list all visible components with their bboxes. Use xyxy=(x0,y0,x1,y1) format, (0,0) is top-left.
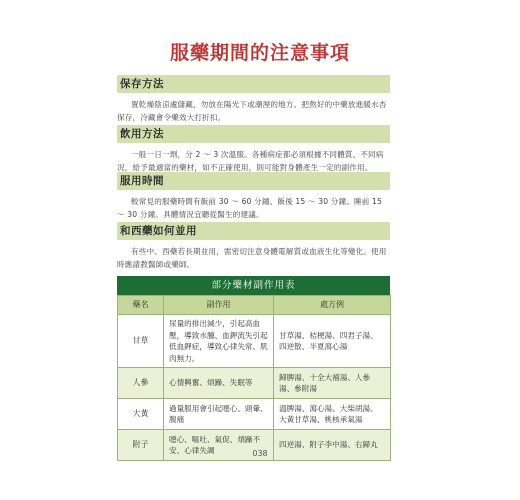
side-effect-cell: 噁心、嘔吐、氣促、煩躁不安、心律失調 xyxy=(164,430,274,461)
side-effect-cell: 過量服用會引起噁心、頭暈、腹痛 xyxy=(164,399,274,430)
section-heading: 保存方法 xyxy=(120,78,164,90)
page-number: 038 xyxy=(252,449,268,458)
section-body: 一般一日一劑，分 2 ～ 3 次溫服。各種病症都必須根據不同體質、不同病況，給予最適當的藥材，如不正確使用，則可能對身體產生一定的副作用。 xyxy=(117,150,384,172)
section-western-medicine xyxy=(117,222,390,271)
section-usage xyxy=(117,125,390,174)
herb-name: 大黃 xyxy=(118,399,164,430)
section-heading-band xyxy=(117,75,390,93)
section-heading: 和西藥如何並用 xyxy=(120,225,197,237)
section-body: 較常見的服藥時間有飯前 30 ～ 60 分鐘、飯後 15 ～ 30 分鐘、睡前 15 ～ 30 分鐘。具體情況宜聽從醫生的建議。 xyxy=(117,197,382,219)
table-header-row xyxy=(118,296,391,315)
side-effect-cell: 尿量的排出減少，引起高血壓，導致水腫、血鉀流失引起低血鉀症，導致心律失常、肌肉無力。 xyxy=(164,315,274,368)
section-body: 有些中、西藥若長期並用，需密切注意身體電解質或血液生化等變化。使用時應請教醫師或藥師。 xyxy=(117,247,387,269)
section-body: 置乾燥陰涼處儲藏，勿放在陽光下或潮溼的地方。把熬好的中藥放進暖水杏保存，冷藏會令藥效大打折扣。 xyxy=(117,100,387,122)
prescription-cell: 歸脾湯、十全大補湯、人參湯、參附湯 xyxy=(274,368,391,399)
page-title: 服藥期間的注意事項 xyxy=(169,42,350,64)
herb-name: 人參 xyxy=(118,368,164,399)
column-header-side-effect: 副作用 xyxy=(164,296,274,315)
table-row xyxy=(118,315,391,368)
side-effect-cell: 心情興奮、煩躁、失眠等 xyxy=(164,368,274,399)
prescription-cell: 甘草湯、桔梗湯、四君子湯、四逆散、半夏瀉心湯 xyxy=(274,315,391,368)
prescription-cell: 溫脾湯、瀉心湯、大柴胡湯、大黃甘草湯、桃核承氣湯 xyxy=(274,399,391,430)
herb-name: 附子 xyxy=(118,430,164,461)
section-storage xyxy=(117,75,390,124)
prescription-cell: 四逆湯、附子李中湯、右歸丸 xyxy=(274,430,391,461)
column-header-herb: 藥名 xyxy=(118,296,164,315)
table-row xyxy=(118,399,391,430)
section-timing xyxy=(117,172,390,221)
table-row xyxy=(118,368,391,399)
table-title: 部分藥材副作用表 xyxy=(117,276,390,295)
section-heading-band xyxy=(117,172,390,190)
section-heading: 服用時間 xyxy=(120,175,164,187)
side-effect-table xyxy=(117,276,390,461)
herb-name: 甘草 xyxy=(118,315,164,368)
section-heading: 飲用方法 xyxy=(120,128,164,140)
column-header-prescription: 處方例 xyxy=(274,296,391,315)
section-heading-band xyxy=(117,125,390,143)
table-grid xyxy=(117,295,391,461)
section-heading-band xyxy=(117,222,390,240)
